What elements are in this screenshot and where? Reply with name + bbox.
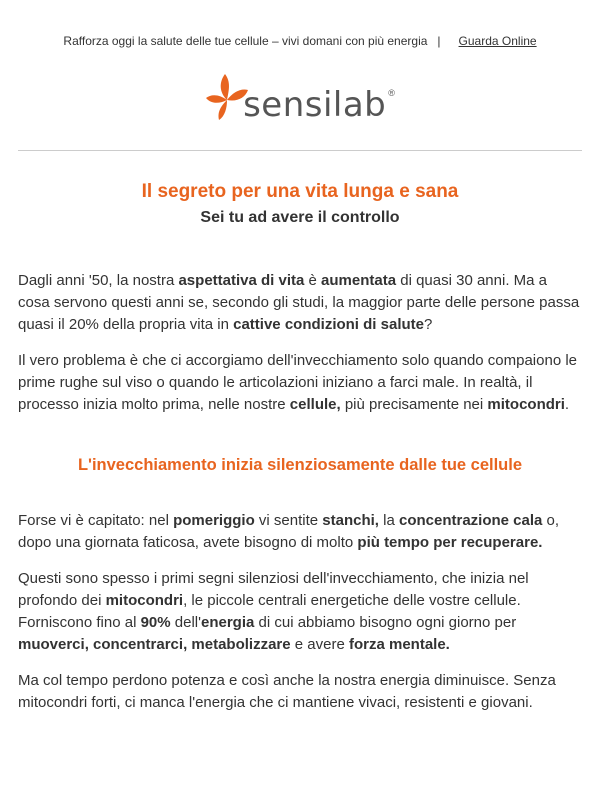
paragraph-2 (18, 350, 582, 416)
paragraph-1 (18, 270, 582, 336)
text: Il vero problema è che ci accorgiamo dell'invecchiamento solo quando compaiono le prime rughe sul viso o quando le articolazioni iniziano a farci male. In realtà, il processo inizia molto prima, nelle nostre (18, 352, 578, 413)
bold-text: muoverci, concentrarci, metabolizzare (18, 636, 291, 653)
sensilab-logo[interactable] (0, 64, 600, 125)
text: ? (424, 316, 433, 333)
bold-text: aspettativa di vita (178, 272, 305, 289)
bold-text: stanchi, (322, 512, 379, 529)
hero-subtitle: Sei tu ad avere il controllo (200, 209, 400, 226)
text: la (378, 512, 399, 529)
preheader-text: Rafforza oggi la salute delle tue cellule – vivi domani con più energia (63, 34, 428, 48)
text: è (304, 272, 322, 289)
section-title: L'invecchiamento inizia silenziosamente dalle tue cellule (77, 456, 523, 474)
logo-wordmark: sensilab (243, 85, 387, 125)
text: , le piccole centrali energetiche delle vostre cellule. Forniscono fino al (18, 592, 521, 631)
view-online-link[interactable]: Guarda Online (458, 34, 537, 48)
registered-mark: ® (388, 88, 395, 98)
bold-text: più tempo per recuperare. (357, 534, 543, 551)
bold-text: forza mentale. (348, 636, 450, 653)
text: di cui abbiamo bisogno ogni giorno per (254, 614, 517, 631)
text: più precisamente nei (340, 396, 488, 413)
text: Dagli anni '50, la nostra (18, 272, 179, 289)
bold-text: energia (201, 614, 255, 631)
text: di quasi 30 anni. Ma a cosa servono questi anni se, secondo gli studi, la maggior parte delle persone passa quasi il 20% della propria vita in (18, 272, 580, 333)
text: Ma col tempo perdono potenza e così anche la nostra energia diminuisce. Senza mitocondri forti, ci manca l'energia che ci mantiene vivaci, resistenti e giovani. (18, 672, 556, 711)
bold-text: pomeriggio (173, 512, 255, 529)
text: Questi sono spesso i primi segni silenziosi dell'invecchiamento, che inizia nel profondo dei (18, 570, 529, 609)
bold-text: 90% (140, 614, 171, 631)
text: dell' (170, 614, 201, 631)
hero-title: Il segreto per una vita lunga e sana (141, 181, 459, 202)
preheader (0, 0, 600, 50)
text: o, dopo una giornata faticosa, avete bisogno di molto (18, 512, 560, 551)
paragraph-4 (18, 568, 582, 656)
bold-text: aumentata (321, 272, 397, 289)
text: e avere (290, 636, 349, 653)
bold-text: mitocondri (105, 592, 184, 609)
bold-text: cattive condizioni di salute (233, 316, 424, 333)
bold-text: concentrazione cala (398, 512, 543, 529)
separator: | (437, 34, 441, 48)
text: vi sentite (254, 512, 323, 529)
bold-text: cellule, (289, 396, 341, 413)
text: Forse vi è capitato: nel (18, 512, 174, 529)
paragraph-5 (18, 670, 582, 714)
bold-text: mitocondri (487, 396, 565, 413)
divider (18, 150, 582, 151)
paragraph-3 (18, 510, 582, 554)
text: . (564, 396, 570, 413)
